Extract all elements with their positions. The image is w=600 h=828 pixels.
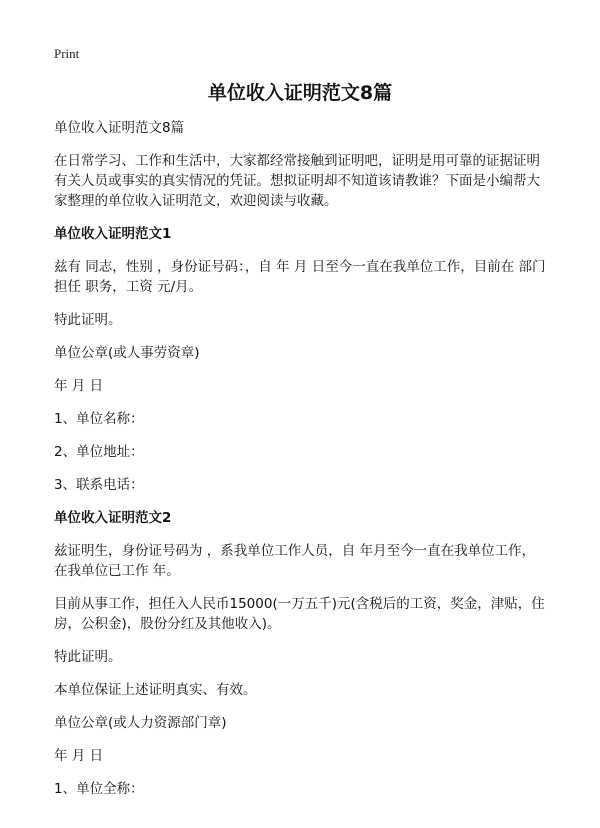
section1-paragraph: 单位公章(或人事劳资章) (54, 345, 200, 361)
section1-paragraph: 年 月 日 (54, 378, 104, 394)
section2-paragraph: 年 月 日 (54, 748, 104, 764)
section2-paragraph: 1、单位全称： (54, 781, 144, 797)
section1-heading: 单位收入证明范文1 (54, 226, 172, 242)
document-body (54, 118, 546, 812)
section2-heading: 单位收入证明范文2 (54, 510, 172, 526)
section1-paragraph: 特此证明。 (54, 312, 122, 328)
document-title: 单位收入证明范文8篇 (207, 82, 393, 104)
section2-paragraph: 单位公章(或人力资源部门章) (54, 715, 227, 731)
section1-paragraph: 兹有 同志，性别 ，身份证号码：，自 年 月 日至今一直在我单位工作，目前在 部门担任 职务，工资 元/月。 (54, 259, 546, 295)
section1-paragraph: 3、联系电话： (54, 477, 144, 493)
document-subtitle: 单位收入证明范文8篇 (54, 120, 185, 136)
section2-paragraph: 目前从事工作，担任入人民币15000(一万五千)元(含税后的工资，奖金，津贴，住房，公积金)，股份分红及其他收入)。 (54, 596, 545, 632)
section2-paragraph: 兹证明生，身份证号码为 ，系我单位工作人员，自 年月至今一直在我单位工作，在我单位已工作 年。 (54, 543, 536, 579)
intro-paragraph: 在日常学习、工作和生活中，大家都经常接触到证明吧，证明是用可靠的证据证明有关人员或事实的真实情况的凭证。想拟证明却不知道该请教谁？下面是小编帮大家整理的单位收入证明范文，欢迎阅读与收藏。 (54, 153, 540, 209)
print-label: Print (54, 46, 80, 61)
section1-paragraph: 1、单位名称： (54, 411, 144, 427)
section2-paragraph: 本单位保证上述证明真实、有效。 (54, 682, 257, 698)
section1-paragraph: 2、单位地址： (54, 444, 144, 460)
section2-paragraph: 特此证明。 (54, 649, 122, 665)
